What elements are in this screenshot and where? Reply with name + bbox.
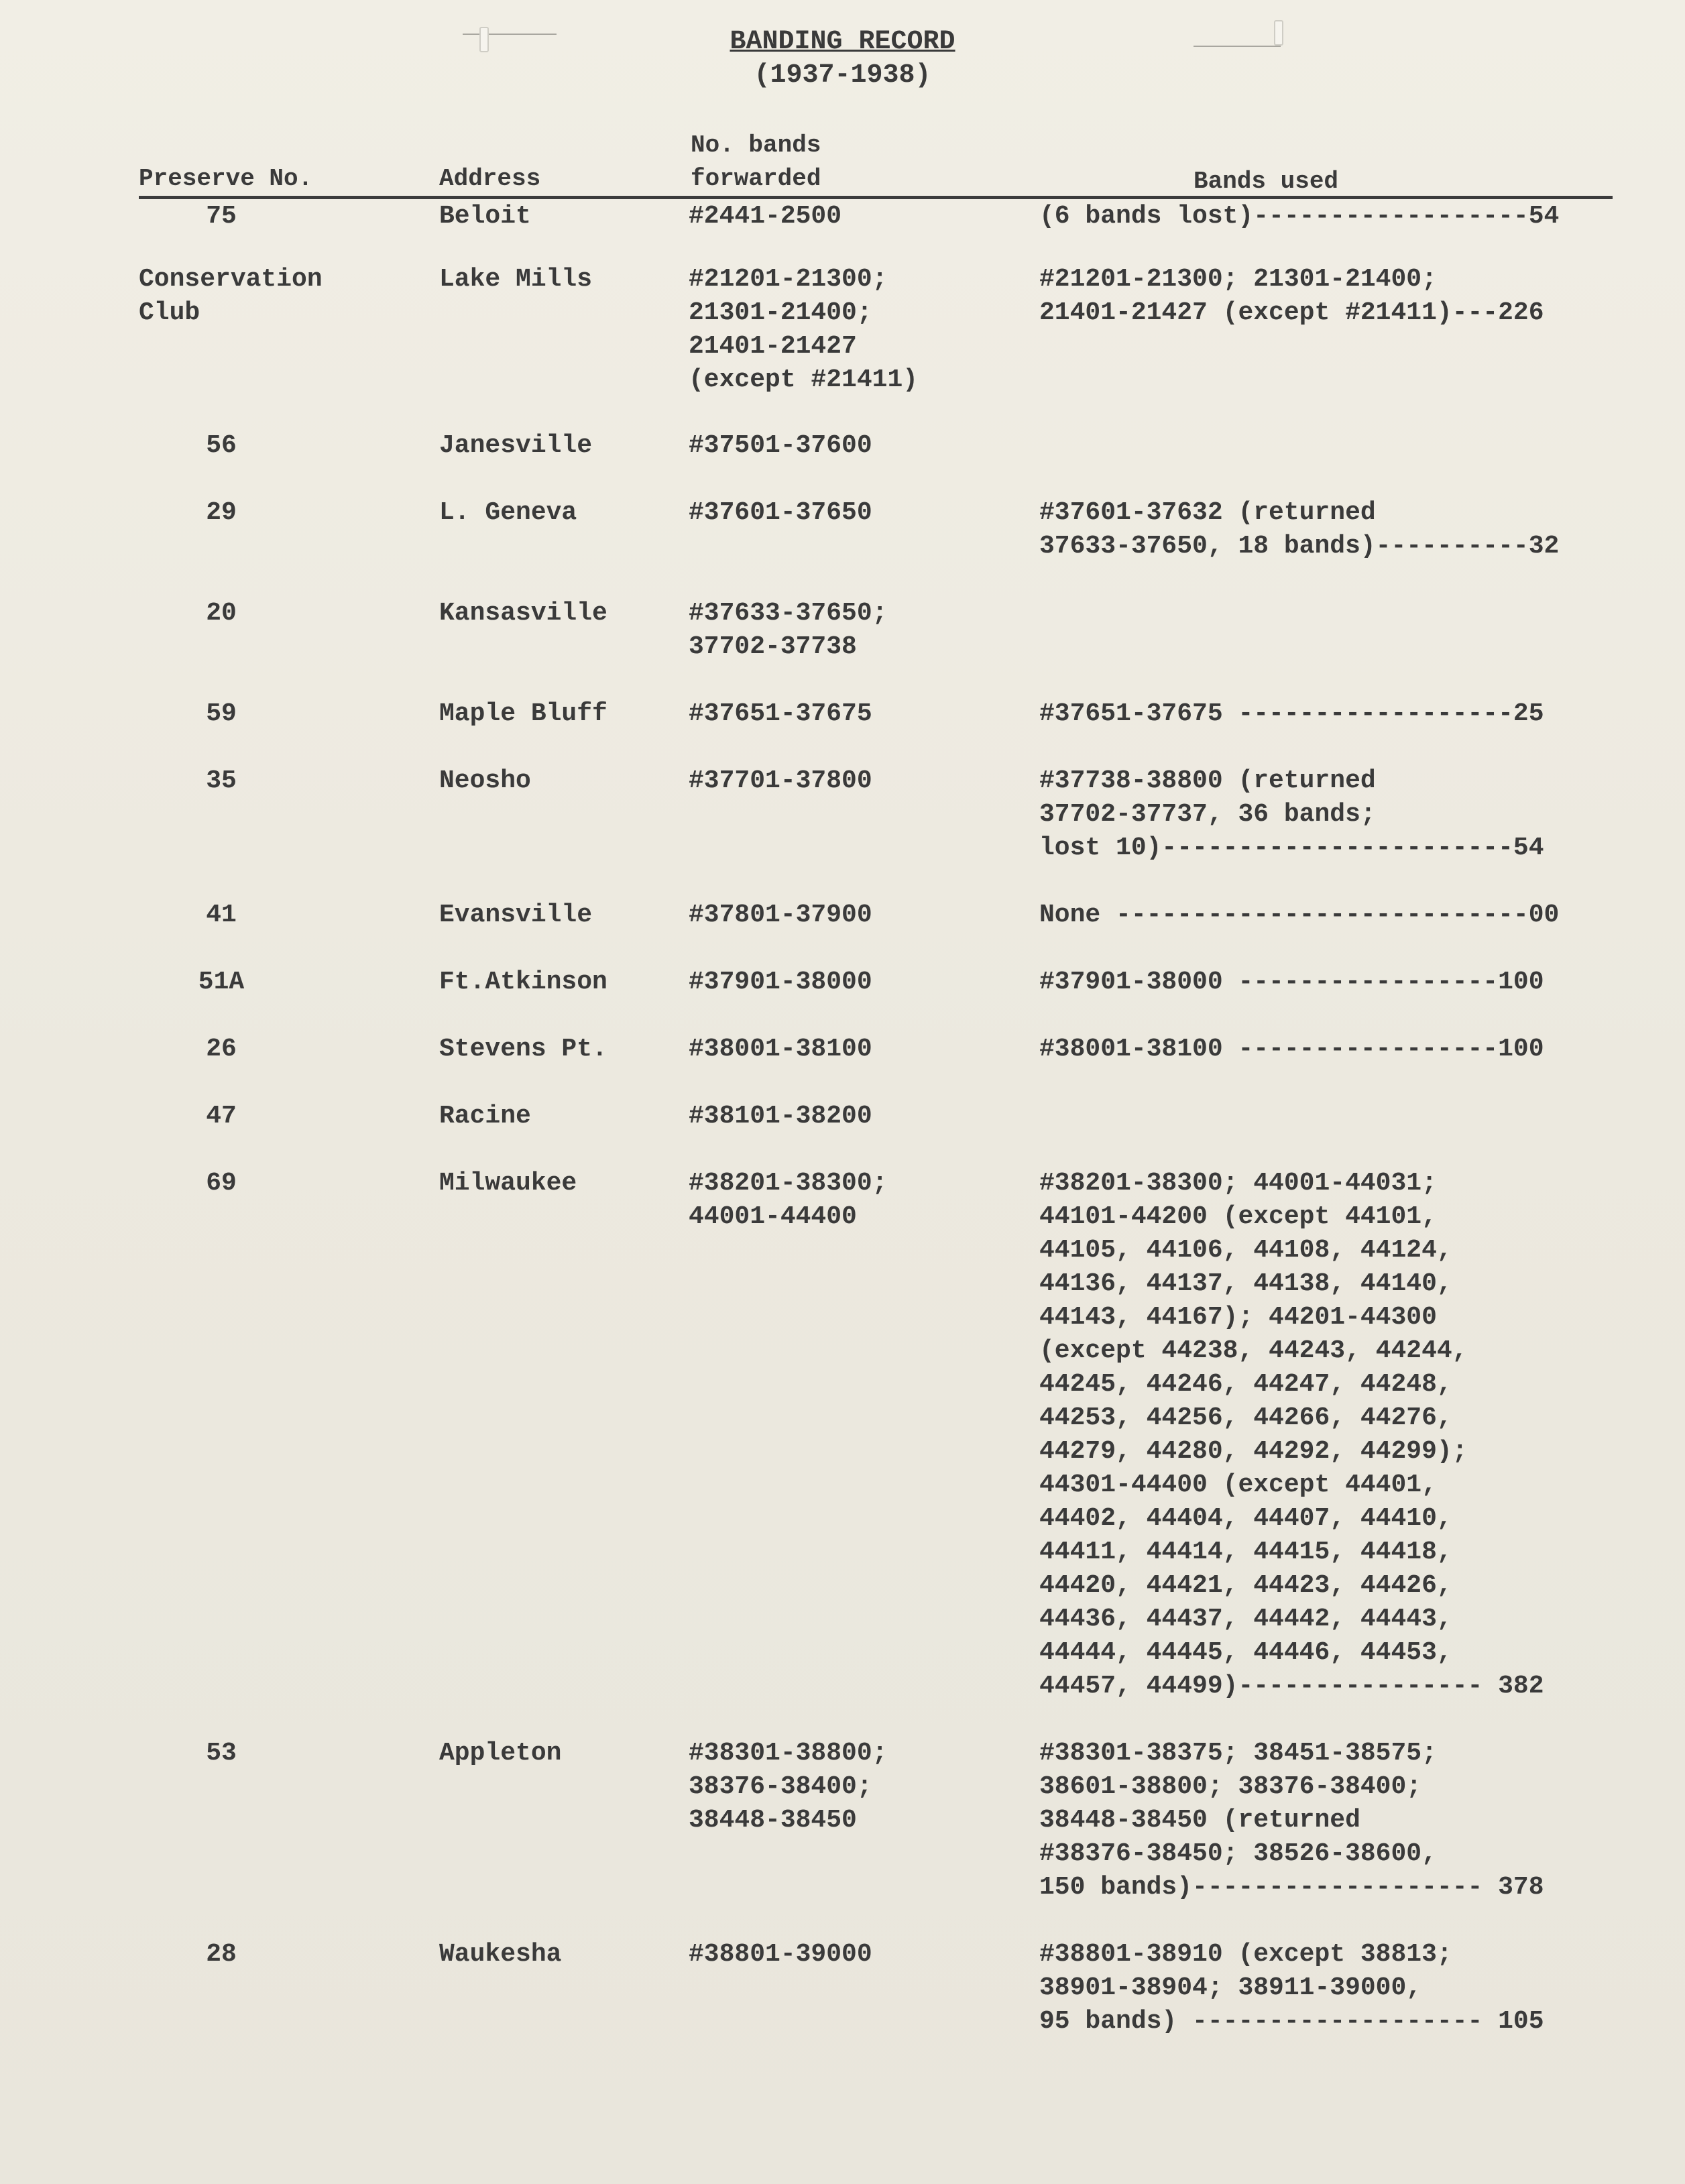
- address: Appleton: [439, 1739, 562, 1768]
- header-bands-used: Bands used: [1194, 168, 1339, 195]
- bands-used-line: None ---------------------------00: [1039, 901, 1560, 929]
- preserve-number: 69: [206, 1169, 237, 1198]
- bands-forwarded: #37801-37900: [689, 901, 872, 929]
- bands-used: [1039, 1167, 1643, 1703]
- preserve-number: 35: [206, 766, 237, 795]
- bands-used-line: #38801-38910 (except 38813;: [1039, 1940, 1452, 1969]
- header-preserve: Preserve No.: [139, 165, 313, 192]
- bands-used-line: #37651-37675 ------------------25: [1039, 699, 1544, 728]
- bands-used: [1039, 1033, 1643, 1066]
- bands-forwarded: #38201-38300; 44001-44400: [689, 1169, 888, 1231]
- bands-used-line: 44105, 44106, 44108, 44124,: [1039, 1236, 1452, 1265]
- bands-forwarded: #21201-21300; 21301-21400; 21401-21427 (except #21411): [689, 265, 919, 394]
- bands-forwarded: #37651-37675: [689, 699, 872, 728]
- bands-used-line: 44420, 44421, 44423, 44426,: [1039, 1571, 1452, 1600]
- bands-used-line: #38301-38375; 38451-38575;: [1039, 1739, 1437, 1768]
- bands-used: [1039, 764, 1643, 865]
- bands-used-line: 38901-38904; 38911-39000,: [1039, 1973, 1422, 2002]
- bands-used-line: 44136, 44137, 44138, 44140,: [1039, 1269, 1452, 1298]
- preserve-number: 26: [206, 1035, 237, 1064]
- preserve-number: 28: [206, 1940, 237, 1969]
- bands-forwarded: #38801-39000: [689, 1940, 872, 1969]
- bands-used: [1039, 263, 1643, 330]
- address: Evansville: [439, 901, 593, 929]
- bands-forwarded: #37601-37650: [689, 498, 872, 527]
- address: Stevens Pt.: [439, 1035, 607, 1064]
- bands-forwarded: #38001-38100: [689, 1035, 872, 1064]
- bands-used: [1039, 1938, 1643, 2038]
- bands-used-line: 44279, 44280, 44292, 44299);: [1039, 1437, 1468, 1466]
- bands-used-line: 44143, 44167); 44201-44300: [1039, 1303, 1437, 1332]
- preserve-number: 51A: [198, 968, 245, 996]
- bands-used-line: 44253, 44256, 44266, 44276,: [1039, 1403, 1452, 1432]
- address: Neosho: [439, 766, 531, 795]
- bands-forwarded: #37901-38000: [689, 968, 872, 996]
- bands-used-line: #37738-38800 (returned: [1039, 766, 1376, 795]
- address: Ft.Atkinson: [439, 968, 607, 996]
- preserve-number: 47: [206, 1102, 237, 1131]
- address: Racine: [439, 1102, 531, 1131]
- bands-used-line: 44457, 44499)---------------- 382: [1039, 1672, 1544, 1701]
- preserve-number: 29: [206, 498, 237, 527]
- bands-used-line: 44245, 44246, 44247, 44248,: [1039, 1370, 1452, 1399]
- bands-used: [1039, 899, 1643, 932]
- bands-used-line: #38001-38100 -----------------100: [1039, 1035, 1544, 1064]
- bands-used: [1039, 200, 1643, 233]
- header-forwarded-line1: No. bands: [691, 131, 821, 159]
- title-block: [0, 25, 1685, 93]
- bands-used-line: 38448-38450 (returned: [1039, 1806, 1360, 1835]
- address: L. Geneva: [439, 498, 577, 527]
- address: Milwaukee: [439, 1169, 577, 1198]
- bands-used-line: 38601-38800; 38376-38400;: [1039, 1772, 1422, 1801]
- bands-used-line: 44436, 44437, 44442, 44443,: [1039, 1605, 1452, 1633]
- bands-used-line: 44444, 44445, 44446, 44453,: [1039, 1638, 1452, 1667]
- bands-used-line: 44411, 44414, 44415, 44418,: [1039, 1538, 1452, 1566]
- header-rule: [139, 196, 1613, 199]
- preserve-number: 53: [206, 1739, 237, 1768]
- bands-forwarded: #2441-2500: [689, 202, 842, 231]
- preserve-number: 56: [206, 431, 237, 460]
- document-subtitle: (1937-1938): [754, 60, 931, 91]
- preserve-number: 75: [206, 202, 237, 231]
- address: Kansasville: [439, 599, 607, 628]
- header-address: Address: [439, 165, 541, 192]
- bands-used: [1039, 1737, 1643, 1904]
- preserve-number: 41: [206, 901, 237, 929]
- bands-used-line: #21201-21300; 21301-21400;: [1039, 265, 1437, 294]
- bands-used-line: 21401-21427 (except #21411)---226: [1039, 298, 1544, 327]
- bands-used: [1039, 697, 1643, 731]
- bands-used-line: 37633-37650, 18 bands)----------32: [1039, 532, 1560, 561]
- bands-used: [1039, 496, 1643, 563]
- bands-used-line: 44101-44200 (except 44101,: [1039, 1202, 1437, 1231]
- bands-used-line: 95 bands) ------------------- 105: [1039, 2007, 1544, 2036]
- bands-used-line: 44301-44400 (except 44401,: [1039, 1471, 1437, 1499]
- bands-used-line: #38201-38300; 44001-44031;: [1039, 1169, 1437, 1198]
- bands-forwarded: #37501-37600: [689, 431, 872, 460]
- bands-used-line: 37702-37737, 36 bands;: [1039, 800, 1376, 829]
- bands-used-line: (except 44238, 44243, 44244,: [1039, 1336, 1468, 1365]
- bands-used: [1039, 966, 1643, 999]
- address: Lake Mills: [439, 265, 593, 294]
- bands-forwarded: #38101-38200: [689, 1102, 872, 1131]
- address: Beloit: [439, 202, 531, 231]
- bands-used-line: #38376-38450; 38526-38600,: [1039, 1839, 1437, 1868]
- address: Janesville: [439, 431, 593, 460]
- header-forwarded-line2: forwarded: [691, 165, 821, 192]
- preserve-number: 59: [206, 699, 237, 728]
- preserve-number: 20: [206, 599, 237, 628]
- address: Waukesha: [439, 1940, 562, 1969]
- bands-used-line: (6 bands lost)------------------54: [1039, 202, 1560, 231]
- bands-forwarded: #37633-37650; 37702-37738: [689, 599, 888, 661]
- bands-used-line: #37901-38000 -----------------100: [1039, 968, 1544, 996]
- bands-used-line: 44402, 44404, 44407, 44410,: [1039, 1504, 1452, 1533]
- bands-used-line: 150 bands)------------------- 378: [1039, 1873, 1544, 1902]
- bands-forwarded: #38301-38800; 38376-38400; 38448-38450: [689, 1739, 888, 1835]
- bands-used-line: #37601-37632 (returned: [1039, 498, 1376, 527]
- document-title: BANDING RECORD: [730, 27, 955, 57]
- bands-forwarded: #37701-37800: [689, 766, 872, 795]
- address: Maple Bluff: [439, 699, 607, 728]
- bands-used-line: lost 10)-----------------------54: [1039, 834, 1544, 862]
- preserve-number: Conservation Club: [139, 265, 323, 327]
